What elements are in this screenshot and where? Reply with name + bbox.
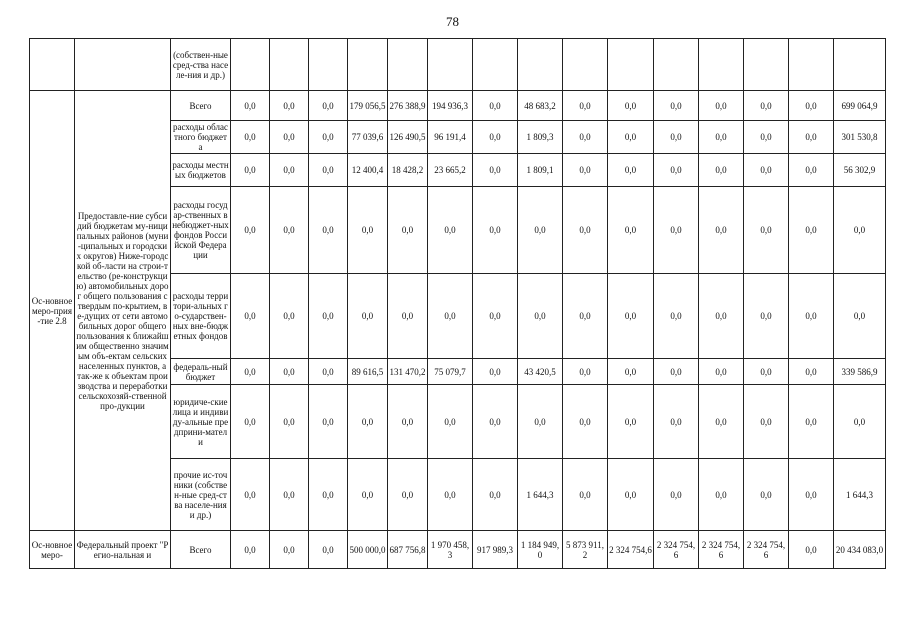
- value-cell: 0,0: [654, 91, 699, 121]
- value-cell: 48 683,2: [518, 91, 563, 121]
- value-cell: 0,0: [563, 459, 608, 531]
- value-cell: 0,0: [231, 531, 270, 569]
- value-cell: 0,0: [388, 385, 428, 459]
- value-cell: 0,0: [608, 121, 654, 154]
- value-cell: 0,0: [789, 531, 834, 569]
- value-cell: 131 470,2: [388, 359, 428, 385]
- value-cell: 0,0: [388, 459, 428, 531]
- empty-cell: [270, 39, 309, 91]
- value-cell: 0,0: [699, 187, 744, 274]
- value-cell: 0,0: [309, 154, 348, 187]
- value-cell: 0,0: [789, 274, 834, 359]
- value-cell: 0,0: [608, 359, 654, 385]
- value-cell: 301 530,8: [834, 121, 886, 154]
- value-cell: 0,0: [654, 274, 699, 359]
- value-cell: 0,0: [473, 274, 518, 359]
- description-cell: Предоставле-ние субсидий бюджетам му-ниципальных районов (муни-ципальных и городских округов) Ниже-городской об-ласти на строи-тельство (ре-конструкцию) автомобильных дорог общего пользования с твердым по-крытием, ве-дущих от сети автомобильных дорог общего пользования к ближайшим общественно значимым объ-ектам сельских населенных пунктов, а так-же к объектам производства и переработки сельскохозяй-ственной про-дукции: [75, 91, 171, 531]
- value-cell: 0,0: [518, 385, 563, 459]
- value-cell: 276 388,9: [388, 91, 428, 121]
- value-cell: 0,0: [309, 385, 348, 459]
- description-cell: Федеральный проект "Регио-нальная и: [75, 531, 171, 569]
- source-cell: Всего: [171, 91, 231, 121]
- empty-cell: [608, 39, 654, 91]
- value-cell: 0,0: [270, 274, 309, 359]
- value-cell: 1 644,3: [834, 459, 886, 531]
- value-cell: 0,0: [270, 531, 309, 569]
- table-row: [30, 531, 886, 569]
- value-cell: 0,0: [270, 154, 309, 187]
- value-cell: 0,0: [428, 187, 473, 274]
- empty-cell: [231, 39, 270, 91]
- value-cell: 500 000,0: [348, 531, 388, 569]
- value-cell: 5 873 911,2: [563, 531, 608, 569]
- source-cell: Всего: [171, 531, 231, 569]
- value-cell: 0,0: [473, 187, 518, 274]
- value-cell: 0,0: [309, 187, 348, 274]
- source-cell: юридиче-ские лица и индивиду-альные предприни-матели: [171, 385, 231, 459]
- empty-cell: [744, 39, 789, 91]
- empty-cell: [348, 39, 388, 91]
- value-cell: 179 056,5: [348, 91, 388, 121]
- value-cell: 0,0: [789, 359, 834, 385]
- value-cell: 0,0: [348, 385, 388, 459]
- value-cell: 0,0: [388, 274, 428, 359]
- page-number: 78: [446, 14, 459, 29]
- source-cell: прочие ис-точники (собствен-ные сред-ства населе-ния и др.): [171, 459, 231, 531]
- value-cell: 2 324 754,6: [608, 531, 654, 569]
- value-cell: 0,0: [473, 459, 518, 531]
- empty-cell: [834, 39, 886, 91]
- value-cell: 0,0: [699, 274, 744, 359]
- value-cell: 89 616,5: [348, 359, 388, 385]
- value-cell: 0,0: [473, 385, 518, 459]
- value-cell: 0,0: [231, 459, 270, 531]
- value-cell: 0,0: [231, 187, 270, 274]
- source-cell: федераль-ный бюджет: [171, 359, 231, 385]
- value-cell: 0,0: [608, 274, 654, 359]
- value-cell: 0,0: [563, 187, 608, 274]
- value-cell: 0,0: [231, 359, 270, 385]
- value-cell: 0,0: [699, 154, 744, 187]
- main-activity-cell: Ос-новное меро-: [30, 531, 75, 569]
- value-cell: 0,0: [518, 187, 563, 274]
- value-cell: 126 490,5: [388, 121, 428, 154]
- budget-table: [29, 38, 886, 569]
- value-cell: 699 064,9: [834, 91, 886, 121]
- empty-cell: [789, 39, 834, 91]
- value-cell: 0,0: [270, 91, 309, 121]
- value-cell: 339 586,9: [834, 359, 886, 385]
- value-cell: 0,0: [348, 459, 388, 531]
- value-cell: 0,0: [563, 91, 608, 121]
- value-cell: 0,0: [789, 187, 834, 274]
- value-cell: 0,0: [608, 187, 654, 274]
- empty-cell: [563, 39, 608, 91]
- value-cell: 1 644,3: [518, 459, 563, 531]
- value-cell: 77 039,6: [348, 121, 388, 154]
- value-cell: 2 324 754,6: [699, 531, 744, 569]
- source-cell: расходы местных бюджетов: [171, 154, 231, 187]
- value-cell: 1 184 949,0: [518, 531, 563, 569]
- empty-cell: [699, 39, 744, 91]
- main-activity-cell: [30, 39, 75, 91]
- value-cell: 0,0: [563, 359, 608, 385]
- value-cell: 0,0: [744, 459, 789, 531]
- value-cell: 0,0: [563, 274, 608, 359]
- value-cell: 0,0: [744, 91, 789, 121]
- value-cell: 43 420,5: [518, 359, 563, 385]
- value-cell: 0,0: [608, 385, 654, 459]
- value-cell: 0,0: [654, 121, 699, 154]
- value-cell: 0,0: [699, 459, 744, 531]
- value-cell: 0,0: [309, 274, 348, 359]
- value-cell: 1 809,3: [518, 121, 563, 154]
- value-cell: 0,0: [744, 121, 789, 154]
- source-cell: (собствен-ные сред-ства населе-ния и др.): [171, 39, 231, 91]
- description-cell: [75, 39, 171, 91]
- value-cell: 0,0: [789, 154, 834, 187]
- value-cell: 0,0: [744, 187, 789, 274]
- source-cell: расходы государ-ственных внебюджет-ных фондов Российской Федерации: [171, 187, 231, 274]
- value-cell: 0,0: [270, 187, 309, 274]
- value-cell: 0,0: [608, 91, 654, 121]
- value-cell: 0,0: [309, 359, 348, 385]
- value-cell: 0,0: [654, 187, 699, 274]
- value-cell: 0,0: [348, 274, 388, 359]
- value-cell: 0,0: [309, 459, 348, 531]
- value-cell: 0,0: [699, 91, 744, 121]
- value-cell: 0,0: [231, 274, 270, 359]
- main-activity-cell: Ос-новное меро-прия-тие 2.8: [30, 91, 75, 531]
- value-cell: 0,0: [608, 459, 654, 531]
- table-row: [30, 39, 886, 91]
- value-cell: 0,0: [744, 274, 789, 359]
- empty-cell: [388, 39, 428, 91]
- value-cell: 0,0: [834, 385, 886, 459]
- value-cell: 0,0: [834, 187, 886, 274]
- value-cell: 0,0: [473, 359, 518, 385]
- value-cell: 0,0: [428, 459, 473, 531]
- value-cell: 0,0: [699, 359, 744, 385]
- value-cell: 0,0: [473, 91, 518, 121]
- empty-cell: [654, 39, 699, 91]
- value-cell: 0,0: [563, 385, 608, 459]
- value-cell: 0,0: [744, 385, 789, 459]
- value-cell: 0,0: [473, 154, 518, 187]
- empty-cell: [309, 39, 348, 91]
- value-cell: 0,0: [608, 154, 654, 187]
- empty-cell: [518, 39, 563, 91]
- value-cell: 0,0: [654, 459, 699, 531]
- value-cell: 0,0: [270, 121, 309, 154]
- source-cell: расходы территори-альных го-сударствен-ных вне-бюджетных фондов: [171, 274, 231, 359]
- value-cell: 0,0: [654, 385, 699, 459]
- value-cell: 0,0: [348, 187, 388, 274]
- value-cell: 0,0: [789, 91, 834, 121]
- empty-cell: [428, 39, 473, 91]
- value-cell: 0,0: [744, 359, 789, 385]
- value-cell: 194 936,3: [428, 91, 473, 121]
- value-cell: 0,0: [699, 121, 744, 154]
- value-cell: 12 400,4: [348, 154, 388, 187]
- value-cell: 1 970 458,3: [428, 531, 473, 569]
- value-cell: 0,0: [563, 121, 608, 154]
- value-cell: 0,0: [473, 121, 518, 154]
- value-cell: 0,0: [270, 459, 309, 531]
- value-cell: 687 756,8: [388, 531, 428, 569]
- value-cell: 0,0: [231, 91, 270, 121]
- value-cell: 2 324 754,6: [654, 531, 699, 569]
- value-cell: 23 665,2: [428, 154, 473, 187]
- value-cell: 20 434 083,0: [834, 531, 886, 569]
- value-cell: 0,0: [789, 121, 834, 154]
- value-cell: 0,0: [309, 121, 348, 154]
- value-cell: 0,0: [518, 274, 563, 359]
- value-cell: 0,0: [654, 154, 699, 187]
- table-row: [30, 91, 886, 121]
- value-cell: 0,0: [231, 121, 270, 154]
- value-cell: 0,0: [563, 154, 608, 187]
- value-cell: 0,0: [231, 385, 270, 459]
- value-cell: 0,0: [270, 359, 309, 385]
- value-cell: 18 428,2: [388, 154, 428, 187]
- empty-cell: [473, 39, 518, 91]
- value-cell: 0,0: [744, 154, 789, 187]
- value-cell: 0,0: [789, 385, 834, 459]
- source-cell: расходы областного бюджета: [171, 121, 231, 154]
- value-cell: 75 079,7: [428, 359, 473, 385]
- value-cell: 0,0: [388, 187, 428, 274]
- value-cell: 0,0: [309, 531, 348, 569]
- value-cell: 0,0: [231, 154, 270, 187]
- value-cell: 917 989,3: [473, 531, 518, 569]
- value-cell: 56 302,9: [834, 154, 886, 187]
- value-cell: 96 191,4: [428, 121, 473, 154]
- value-cell: 0,0: [654, 359, 699, 385]
- value-cell: 0,0: [428, 274, 473, 359]
- value-cell: 0,0: [428, 385, 473, 459]
- value-cell: 0,0: [699, 385, 744, 459]
- value-cell: 0,0: [270, 385, 309, 459]
- value-cell: 0,0: [834, 274, 886, 359]
- value-cell: 1 809,1: [518, 154, 563, 187]
- value-cell: 2 324 754,6: [744, 531, 789, 569]
- value-cell: 0,0: [309, 91, 348, 121]
- value-cell: 0,0: [789, 459, 834, 531]
